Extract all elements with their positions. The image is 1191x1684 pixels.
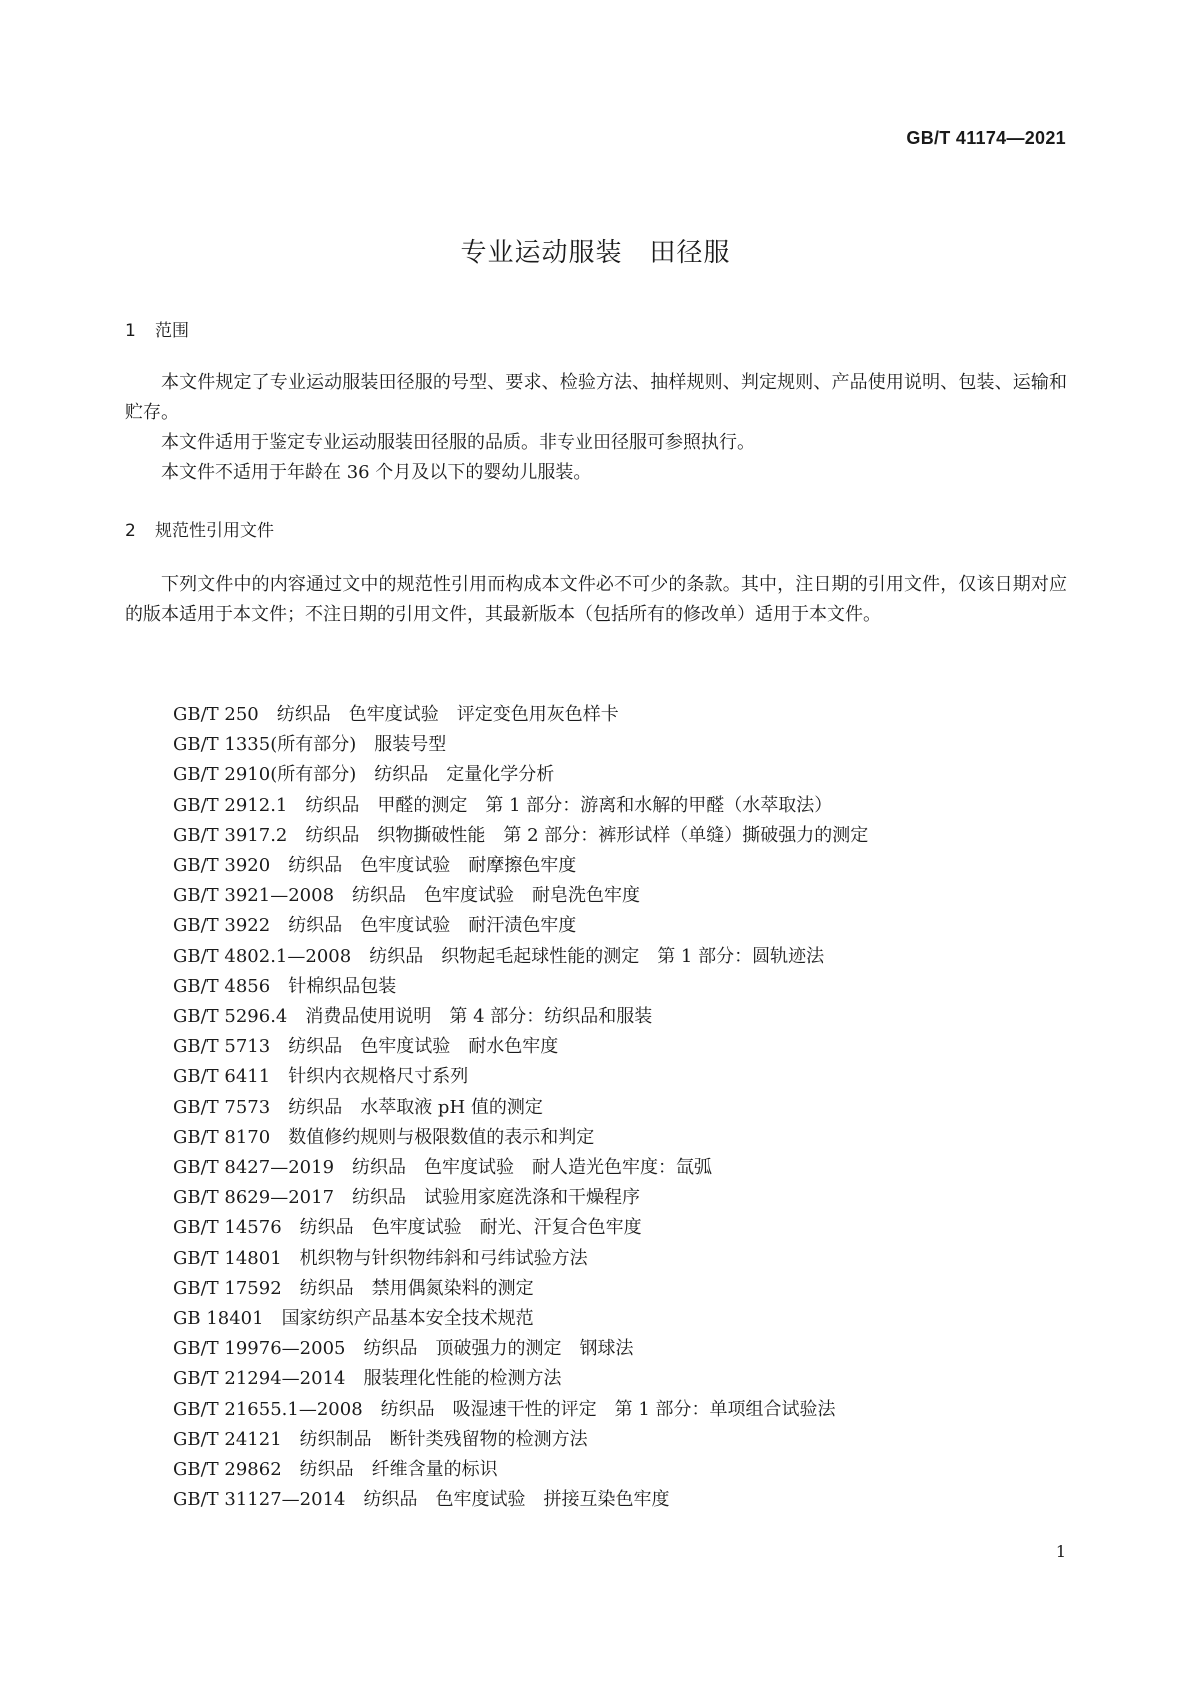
reference-item: GB/T 8629—2017 纺织品 试验用家庭洗涤和干燥程序 [173, 1187, 641, 1209]
reference-item: GB/T 3921—2008 纺织品 色牢度试验 耐皂洗色牢度 [173, 885, 641, 907]
reference-item: GB/T 21294—2014 服装理化性能的检测方法 [173, 1368, 562, 1390]
reference-item: GB 18401 国家纺织产品基本安全技术规范 [173, 1308, 534, 1330]
reference-item: GB/T 29862 纺织品 纤维含量的标识 [173, 1459, 498, 1481]
references-intro [125, 570, 1067, 630]
reference-item: GB/T 7573 纺织品 水萃取液 pH 值的测定 [173, 1096, 543, 1118]
reference-item: GB/T 14801 机织物与针织物纬斜和弓纬试验方法 [173, 1247, 588, 1269]
paragraph: 本文件规定了专业运动服装田径服的号型、要求、检验方法、抽样规则、判定规则、产品使用说明、包装、运输和贮存。 [125, 372, 1067, 423]
reference-item: GB/T 14576 纺织品 色牢度试验 耐光、汗复合色牢度 [173, 1217, 642, 1239]
reference-list [173, 700, 868, 1515]
reference-item: GB/T 17592 纺织品 禁用偶氮染料的测定 [173, 1277, 534, 1299]
reference-item: GB/T 3922 纺织品 色牢度试验 耐汗渍色牢度 [173, 915, 577, 937]
reference-item: GB/T 6411 针织内衣规格尺寸系列 [173, 1066, 469, 1088]
paragraph: 下列文件中的内容通过文中的规范性引用而构成本文件必不可少的条款。其中，注日期的引用文件，仅该日期对应的版本适用于本文件；不注日期的引用文件，其最新版本（包括所有的修改单）适用于本文件。 [125, 574, 1067, 625]
section-title: 范围 [155, 321, 189, 341]
reference-item: GB/T 250 纺织品 色牢度试验 评定变色用灰色样卡 [173, 704, 619, 725]
section-heading-normative-references [125, 516, 274, 541]
section-heading-scope [125, 316, 189, 341]
paragraph: 本文件适用于鉴定专业运动服装田径服的品质。非专业田径服可参照执行。 [161, 432, 755, 453]
reference-item: GB/T 5296.4 消费品使用说明 第 4 部分：纺织品和服装 [173, 1006, 653, 1028]
section-number: 1 [125, 321, 136, 341]
reference-item: GB/T 2910(所有部分) 纺织品 定量化学分析 [173, 764, 555, 786]
reference-item: GB/T 31127—2014 纺织品 色牢度试验 拼接互染色牢度 [173, 1489, 670, 1511]
document-title: 专业运动服装 田径服 [460, 238, 731, 268]
standard-code: GB/T 41174—2021 [906, 128, 1066, 148]
section-number: 2 [125, 521, 136, 541]
reference-item: GB/T 8170 数值修约规则与极限数值的表示和判定 [173, 1126, 595, 1148]
reference-item: GB/T 4802.1—2008 纺织品 织物起毛起球性能的测定 第 1 部分：圆轨迹法 [173, 945, 825, 967]
reference-item: GB/T 4856 针棉织品包装 [173, 975, 397, 997]
section-title: 规范性引用文件 [155, 521, 274, 541]
scope-body [125, 368, 1067, 488]
paragraph: 本文件不适用于年龄在 36 个月及以下的婴幼儿服装。 [161, 462, 592, 483]
reference-item: GB/T 24121 纺织制品 断针类残留物的检测方法 [173, 1428, 588, 1450]
reference-item: GB/T 19976—2005 纺织品 顶破强力的测定 钢球法 [173, 1338, 634, 1360]
reference-item: GB/T 8427—2019 纺织品 色牢度试验 耐人造光色牢度：氙弧 [173, 1157, 713, 1179]
page-number: 1 [1055, 1542, 1066, 1561]
reference-item: GB/T 3917.2 纺织品 织物撕破性能 第 2 部分：裤形试样（单缝）撕破强力的测定 [173, 824, 869, 846]
reference-item: GB/T 5713 纺织品 色牢度试验 耐水色牢度 [173, 1036, 559, 1058]
reference-item: GB/T 21655.1—2008 纺织品 吸湿速干性的评定 第 1 部分：单项组合试验法 [173, 1398, 836, 1420]
reference-item: GB/T 3920 纺织品 色牢度试验 耐摩擦色牢度 [173, 855, 577, 877]
reference-item: GB/T 2912.1 纺织品 甲醛的测定 第 1 部分：游离和水解的甲醛（水萃取法） [173, 794, 833, 816]
reference-item: GB/T 1335(所有部分) 服装号型 [173, 734, 447, 756]
